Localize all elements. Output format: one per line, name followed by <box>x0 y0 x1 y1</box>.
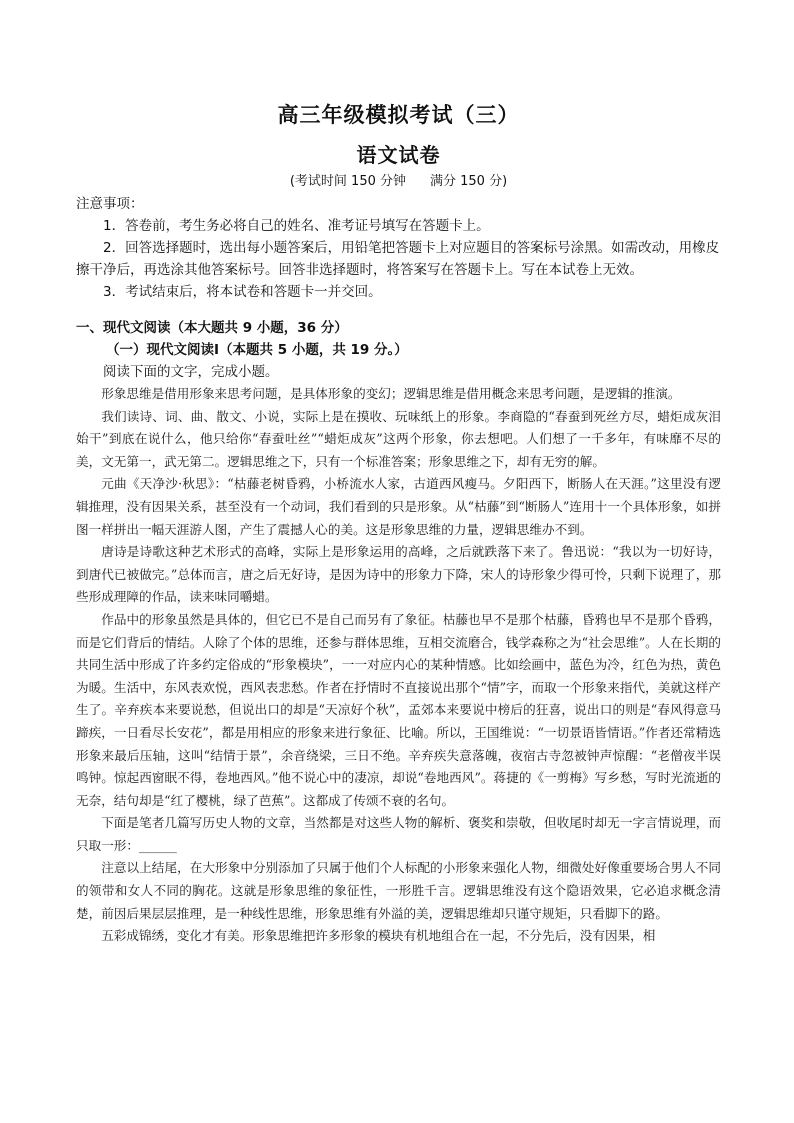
full-score: 满分 150 分) <box>430 174 508 189</box>
passage-paragraph: 作品中的形象虽然是具体的，但它已不是自己而另有了象征。枯藤也早不是那个枯藤，昏鸦也早不是那个昏鸦，而是它们背后的情结。人除了个体的思维，还参与群体思维，互相交流磨合，钱学森称之为“社会思维”。人在长期的共同生活中形成了许多约定俗成的“形象模块”，一一对应内心的某种情感。比如绘画中，蓝色为冷，红色为热，黄色为暖。生活中，东风表欢悦，西风表悲愁。作者在抒情时不直接说出那个“情”字，而取一个形象来指代，美就这样产生了。辛弃疾本来要说愁，但说出口的却是“天凉好个秋”，孟郊本来要说中榜后的狂喜，说出口的则是“春风得意马蹄疾，一日看尽长安花”，都是用相应的形象来进行象征、比喻。所以，王国维说：“一切景语皆情语。”作者还常精选形象来最后压轴，这叫“结情于景”，余音绕梁，三日不绝。辛弃疾失意落魄，夜宿古寺忽被钟声惊醒：“老僧夜半误鸣钟。惊起西窗眠不得，卷地西风。”他不说心中的凄凉，却说“卷地西风”。蒋捷的《一剪梅》写乡愁，写时光流逝的无奈，结句却是“红了樱桃，绿了芭蕉”。这都成了传颂不衰的名句。 <box>76 611 721 808</box>
passage-paragraph: 元曲《天净沙·秋思》：“枯藤老树昏鸦，小桥流水人家，古道西风瘦马。夕阳西下，断肠人在天涯。”这里没有逻辑推理，没有因果关系，甚至没有一个动词，我们看到的只是形象。从“枯藤”到“断肠人”连用十一个具体形象，如拼图一样拼出一幅天涯游人图，产生了震撼人心的美。这是形象思维的力量，逻辑思维办不到。 <box>76 476 721 537</box>
note-item: 1．答卷前，考生务必将自己的姓名、准考证号填写在答题卡上。 <box>103 218 490 234</box>
exam-info <box>76 171 721 193</box>
note-item: 3．考试结束后，将本试卷和答题卡一并交回。 <box>103 284 382 300</box>
note-item: 2．回答选择题时，选出每小题答案后，用铅笔把答题卡上对应题目的答案标号涂黑。如需改动，用橡皮擦干净后，再选涂其他答案标号。回答非选择题时，将答案写在答题卡上。写在本试卷上无效。 <box>76 240 720 278</box>
notes-block <box>76 193 721 303</box>
section-heading: 一、现代文阅读（本大题共 9 小题，36 分） <box>76 320 348 336</box>
section-subheading: （一）现代文阅读Ⅰ（本题共 5 小题，共 19 分。） <box>106 342 408 358</box>
exam-page <box>76 100 721 948</box>
passage-paragraph: 唐诗是诗歌这种艺术形式的高峰，实际上是形象运用的高峰，之后就跌落下来了。鲁迅说：“我以为一切好诗，到唐代已被做完。”总体而言，唐之后无好诗，是因为诗中的形象力下降，宋人的诗形象少得可怜，只剩下说理了，那些形成理障的作品，读来味同嚼蜡。 <box>76 544 721 605</box>
passage-paragraph: 我们读诗、词、曲、散文、小说，实际上是在摸收、玩味纸上的形象。李商隐的“春蚕到死丝方尽，蜡炬成灰泪始干”到底在说什么，他只给你“春蚕吐丝”“蜡炬成灰”这两个形象，你去想吧。人们想了一千多年，有味靡不尽的美，文无第一，武无第二。逻辑思维之下，只有一个标准答案；形象思维之下，却有无穷的解。 <box>76 408 721 469</box>
spacer <box>76 303 721 317</box>
passage-paragraph: 形象思维是借用形象来思考问题，是具体形象的变幻；逻辑思维是借用概念来思考问题，是逻辑的推演。 <box>101 386 681 401</box>
reading-instruction: 阅读下面的文字，完成小题。 <box>103 364 279 380</box>
passage-paragraph: 下面是笔者几篇写历史人物的文章，当然都是对这些人物的解析、褒奖和崇敬，但收尾时却无一字言情说理，而只取一形：______ <box>76 815 721 853</box>
notes-heading: 注意事项： <box>76 196 144 212</box>
exam-time: (考试时间 150 分钟 <box>289 174 406 189</box>
passage-paragraph: 五彩成锦绣，变化才有美。形象思维把许多形象的模块有机地组合在一起，不分先后，没有因果，相 <box>101 928 656 944</box>
passage-paragraph: 注意以上结尾，在大形象中分别添加了只属于他们个人标配的小形象来强化人物，细微处好像重要场合男人不同的领带和女人不同的胸花。这就是形象思维的象征性，一形胜千言。逻辑思维没有这个隐语效果，它必追求概念清楚，前因后果层层推理，是一种线性思维，形象思维有外溢的美，逻辑思维却只谨守规矩，只看脚下的路。 <box>76 860 721 921</box>
reading-passage <box>76 383 721 948</box>
paper-subtitle: 语文试卷 <box>356 143 441 167</box>
exam-title: 高三年级模拟考试（三） <box>277 102 520 127</box>
